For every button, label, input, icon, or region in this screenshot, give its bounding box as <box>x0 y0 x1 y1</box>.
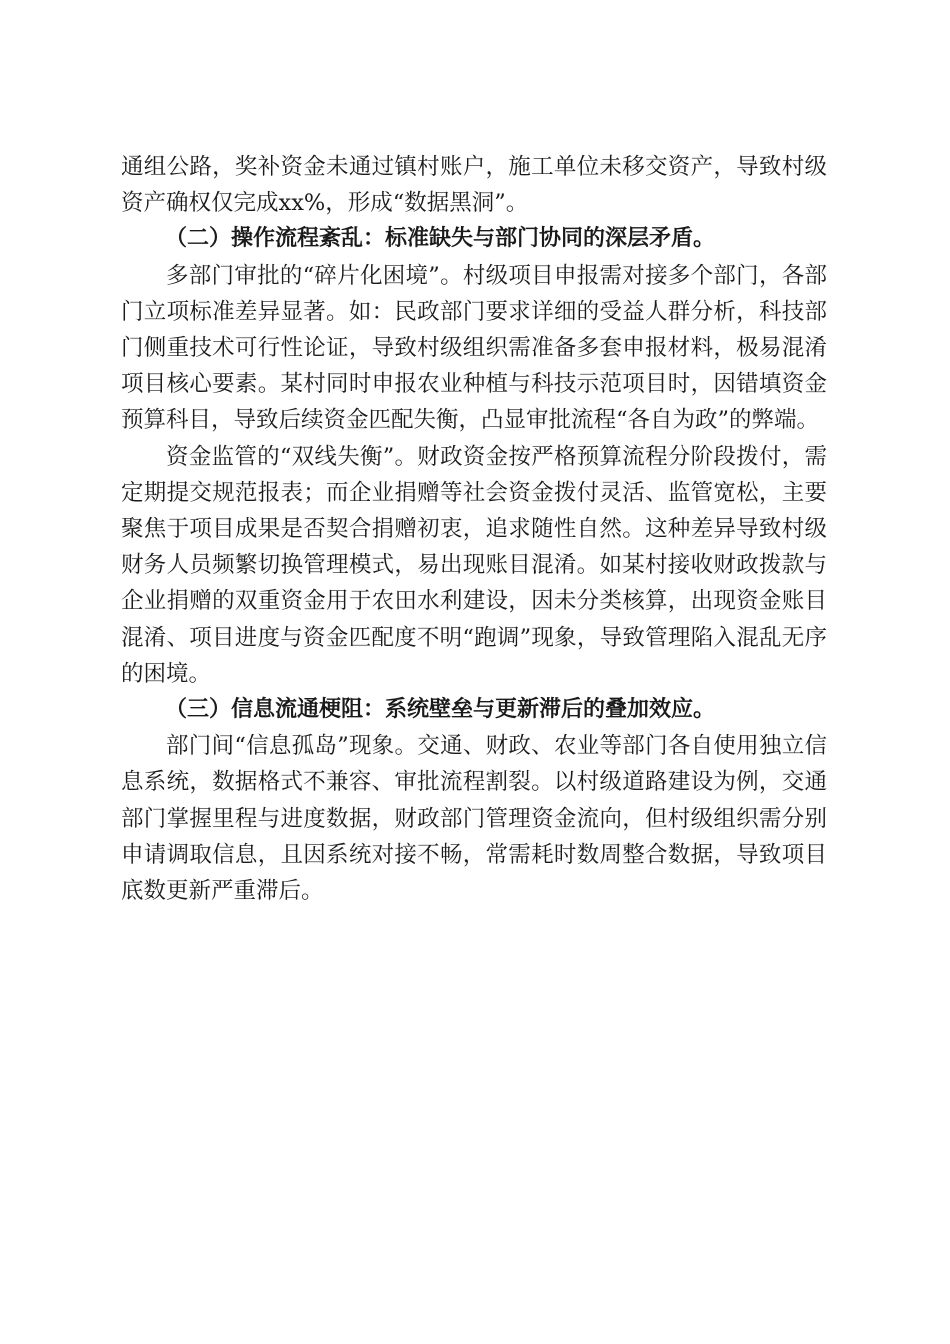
paragraph-fund-supervision: 资金监管的“双线失衡”。财政资金按严格预算流程分阶段拨付，需定期提交规范报表；而企业捐赠等社会资金拨付灵活、监管宽松，主要聚焦于项目成果是否契合捐赠初衷，追求随性自然。这种差异导致村级财务人员频繁切换管理模式，易出现账目混淆。如某村接收财政拨款与企业捐赠的双重资金用于农田水利建设，因未分类核算，出现资金账目混淆、项目进度与资金匹配度不明“跑调”现象，导致管理陷入混乱无序的困境。 <box>121 443 827 687</box>
section-heading-3: （三）信息流通梗阻：系统壁垒与更新滞后的叠加效应。 <box>165 697 716 723</box>
paragraph-approval-fragmentation: 多部门审批的“碎片化困境”。村级项目申报需对接多个部门，各部门立项标准差异显著。如：民政部门要求详细的受益人群分析，科技部门侧重技术可行性论证，导致村级组织需准备多套申报材料，极易混淆项目核心要素。某村同时申报农业种植与科技示范项目时，因错填资金预算科目，导致后续资金匹配失衡，凸显审批流程“各自为政”的弊端。 <box>121 262 827 434</box>
document-body <box>121 149 827 909</box>
paragraph-continuation: 通组公路，奖补资金未通过镇村账户，施工单位未移交资产，导致村级资产确权仅完成xx%，形成“数据黑洞”。 <box>121 154 827 217</box>
section-heading-2: （二）操作流程紊乱：标准缺失与部门协同的深层矛盾。 <box>165 226 716 252</box>
paragraph-information-islands: 部门间“信息孤岛”现象。交通、财政、农业等部门各自使用独立信息系统，数据格式不兼容、审批流程割裂。以村级道路建设为例，交通部门掌握里程与进度数据，财政部门管理资金流向，但村级组织需分别申请调取信息，且因系统对接不畅，常需耗时数周整合数据，导致项目底数更新严重滞后。 <box>121 733 827 905</box>
